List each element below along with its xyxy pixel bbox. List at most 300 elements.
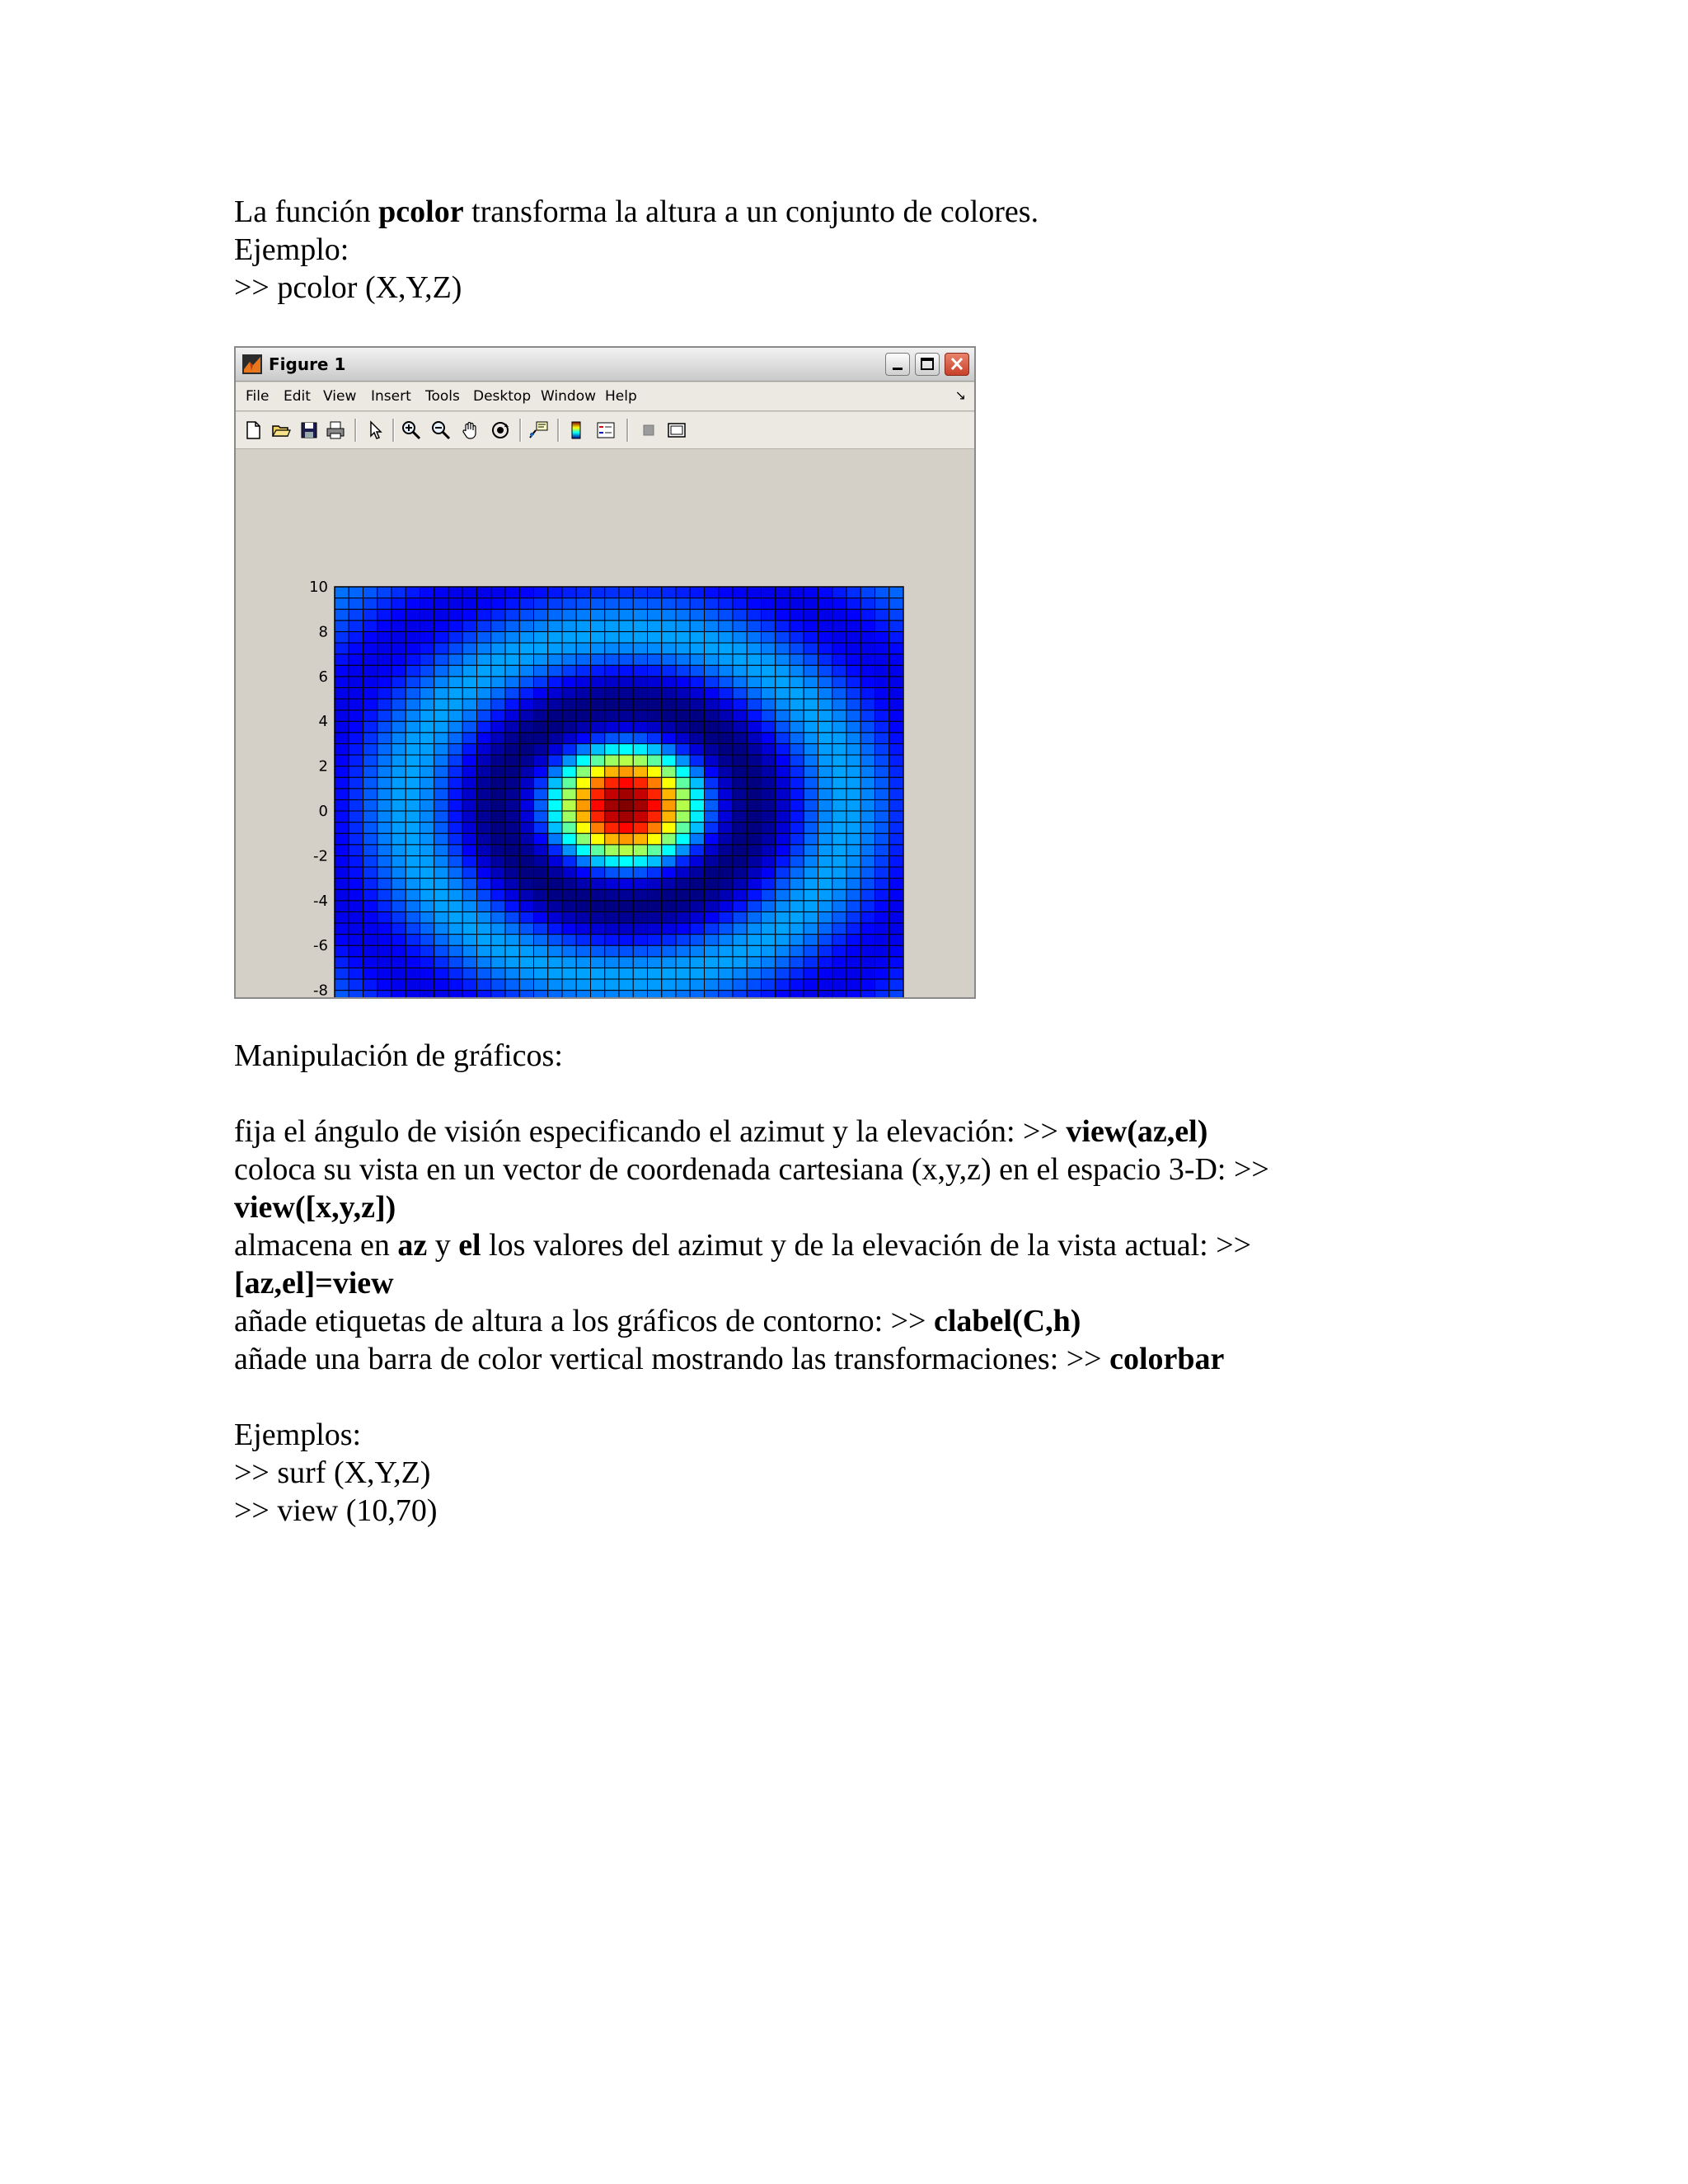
pcolor-cell: [519, 710, 533, 722]
pcolor-cell: [434, 845, 448, 856]
menu-file[interactable]: File: [246, 388, 270, 405]
pcolor-cell: [420, 609, 434, 621]
pcolor-cell: [846, 621, 860, 632]
pcolor-cell: [420, 654, 434, 666]
pcolor-cell: [505, 665, 519, 677]
pcolor-cell: [420, 991, 434, 997]
pcolor-cell: [605, 923, 619, 935]
pcolor-cell: [505, 979, 519, 991]
pcolor-cell: [705, 855, 719, 867]
pcolor-cell: [804, 991, 818, 997]
pcolor-cell: [349, 743, 363, 755]
close-button[interactable]: [945, 353, 969, 376]
pcolor-cell: [633, 710, 647, 722]
pcolor-cell: [406, 721, 420, 733]
pcolor-cell: [534, 721, 548, 733]
clabel-desc: añade etiquetas de altura a los gráficos de contorno: >>: [234, 1304, 934, 1338]
pcolor-cell: [363, 621, 377, 632]
pcolor-cell: [548, 643, 562, 654]
y-tick-label: -6: [313, 937, 328, 955]
pcolor-cell: [619, 923, 633, 935]
pcolor-cell: [477, 811, 491, 823]
pcolor-cell: [462, 833, 476, 845]
pcolor-cell: [776, 631, 790, 643]
pcolor-cell: [448, 665, 462, 677]
pcolor-cell: [349, 957, 363, 968]
menu-insert[interactable]: Insert: [371, 388, 411, 405]
pcolor-cell: [505, 654, 519, 666]
pcolor-cell: [804, 665, 818, 677]
pcolor-cell: [818, 968, 832, 979]
pcolor-cell: [562, 766, 576, 778]
pcolor-cell: [349, 945, 363, 957]
pcolor-cell: [420, 968, 434, 979]
pcolor-cell: [377, 766, 392, 778]
pcolor-cell: [534, 811, 548, 823]
pcolor-cell: [889, 755, 903, 766]
pcolor-cell: [448, 721, 462, 733]
pcolor-cell: [605, 609, 619, 621]
pcolor-cell: [832, 867, 846, 879]
pcolor-cell: [662, 587, 676, 598]
pcolor-cell: [690, 631, 704, 643]
pcolor-cell: [733, 721, 747, 733]
pcolor-chart[interactable]: [236, 450, 974, 997]
pcolor-cell: [818, 743, 832, 755]
pcolor-cell: [548, 665, 562, 677]
pcolor-cell: [335, 631, 349, 643]
pcolor-cell: [491, 777, 505, 789]
clabel-command: clabel(C,h): [934, 1304, 1081, 1338]
pcolor-cell: [747, 945, 761, 957]
zoom-out-icon[interactable]: [430, 419, 452, 441]
pcolor-cell: [776, 879, 790, 890]
minimize-button[interactable]: [885, 353, 910, 376]
menu-window[interactable]: Window: [541, 388, 597, 405]
pcolor-cell: [804, 733, 818, 744]
pcolor-cell: [719, 755, 733, 766]
menu-help[interactable]: Help: [605, 388, 637, 405]
pcolor-cell: [690, 665, 704, 677]
pcolor-cell: [363, 823, 377, 834]
pcolor-cell: [377, 587, 392, 598]
pcolor-cell: [335, 743, 349, 755]
pcolor-cell: [889, 609, 903, 621]
pcolor-cell: [676, 654, 690, 666]
pcolor-cell: [776, 699, 790, 710]
pcolor-cell: [662, 901, 676, 912]
pcolor-cell: [363, 654, 377, 666]
pointer-icon[interactable]: [364, 419, 386, 441]
pcolor-cell: [420, 665, 434, 677]
pcolor-cell: [846, 968, 860, 979]
pcolor-cell: [747, 631, 761, 643]
pcolor-cell: [462, 799, 476, 811]
pcolor-cell: [335, 699, 349, 710]
pcolor-cell: [548, 979, 562, 991]
pcolor-cell: [377, 811, 392, 823]
pcolor-cell: [832, 901, 846, 912]
dock-arrow-icon[interactable]: ↘: [954, 387, 966, 403]
pcolor-cell: [363, 766, 377, 778]
pcolor-cell: [619, 968, 633, 979]
rotate-3d-icon[interactable]: [490, 419, 511, 441]
pcolor-cell: [335, 845, 349, 856]
pcolor-cell: [648, 721, 662, 733]
pcolor-cell: [662, 710, 676, 722]
pcolor-cell: [818, 912, 832, 923]
pcolor-cell: [747, 766, 761, 778]
pcolor-cell: [605, 799, 619, 811]
pcolor-cell: [576, 811, 590, 823]
pcolor-cell: [605, 945, 619, 957]
pcolor-cell: [776, 901, 790, 912]
pcolor-cell: [462, 755, 476, 766]
pcolor-cell: [818, 991, 832, 997]
pcolor-cell: [434, 867, 448, 879]
pcolor-cell: [434, 889, 448, 901]
menu-edit[interactable]: Edit: [284, 388, 311, 405]
pcolor-cell: [790, 687, 804, 699]
pcolor-cell: [591, 789, 605, 800]
pcolor-cell: [676, 789, 690, 800]
pcolor-cell: [406, 710, 420, 722]
pcolor-cell: [591, 598, 605, 610]
pcolor-cell: [406, 968, 420, 979]
pcolor-cell: [676, 643, 690, 654]
title-bar[interactable]: [236, 348, 974, 382]
pcolor-cell: [392, 912, 406, 923]
pcolor-cell: [462, 991, 476, 997]
pcolor-cell: [705, 912, 719, 923]
pcolor-cell: [392, 889, 406, 901]
pcolor-cell: [733, 968, 747, 979]
pcolor-cell: [762, 665, 776, 677]
pcolor-cell: [591, 845, 605, 856]
pcolor-cell: [576, 901, 590, 912]
pcolor-cell: [619, 631, 633, 643]
pcolor-cell: [804, 867, 818, 879]
pcolor-cell: [889, 979, 903, 991]
pcolor-cell: [804, 721, 818, 733]
pcolor-cell: [392, 710, 406, 722]
pcolor-cell: [619, 889, 633, 901]
pcolor-cell: [875, 777, 889, 789]
pcolor-cell: [562, 889, 576, 901]
pcolor-cell: [676, 879, 690, 890]
pcolor-cell: [491, 968, 505, 979]
pcolor-cell: [335, 609, 349, 621]
pcolor-cell: [719, 687, 733, 699]
pcolor-cell: [818, 799, 832, 811]
pcolor-cell: [705, 687, 719, 699]
print-icon[interactable]: [325, 419, 346, 441]
pcolor-cell: [591, 889, 605, 901]
data-cursor-icon[interactable]: [528, 419, 549, 441]
pcolor-cell: [705, 901, 719, 912]
pcolor-cell: [662, 699, 676, 710]
pcolor-cell: [762, 687, 776, 699]
pcolor-cell: [889, 811, 903, 823]
pcolor-cell: [776, 935, 790, 946]
pcolor-cell: [790, 912, 804, 923]
pcolor-cell: [562, 710, 576, 722]
store-az-el-line: [234, 1226, 1251, 1264]
examples-heading: Ejemplos:: [234, 1418, 362, 1452]
pcolor-cell: [591, 901, 605, 912]
pcolor-cell: [477, 957, 491, 968]
y-tick-label: -2: [313, 847, 328, 865]
pcolor-cell: [349, 799, 363, 811]
pcolor-cell: [335, 643, 349, 654]
menu-desktop[interactable]: Desktop: [473, 388, 532, 405]
pcolor-cell: [790, 789, 804, 800]
pcolor-cell: [676, 766, 690, 778]
pcolor-cell: [448, 879, 462, 890]
pcolor-cell: [733, 979, 747, 991]
pcolor-cell: [377, 665, 392, 677]
pcolor-cell: [363, 879, 377, 890]
pcolor-cell: [591, 811, 605, 823]
pcolor-cell: [818, 855, 832, 867]
pcolor-cell: [747, 587, 761, 598]
pcolor-cell: [562, 912, 576, 923]
pcolor-cell: [889, 889, 903, 901]
maximize-button[interactable]: [915, 353, 940, 376]
pcolor-cell: [762, 945, 776, 957]
pcolor-cell: [519, 777, 533, 789]
y-tick-label: 8: [318, 623, 328, 641]
pcolor-cell: [776, 643, 790, 654]
pcolor-cell: [619, 766, 633, 778]
hide-plot-tools-icon[interactable]: [638, 419, 659, 441]
pcolor-cell: [491, 699, 505, 710]
pcolor-cell: [534, 643, 548, 654]
pcolor-cell: [548, 677, 562, 688]
pan-hand-icon[interactable]: [460, 419, 481, 441]
pcolor-cell: [846, 687, 860, 699]
pcolor-cell: [846, 755, 860, 766]
pcolor-cell: [846, 677, 860, 688]
pcolor-cell: [505, 811, 519, 823]
pcolor-cell: [733, 935, 747, 946]
pcolor-cell: [832, 766, 846, 778]
pcolor-cell: [719, 721, 733, 733]
pcolor-cell: [762, 957, 776, 968]
pcolor-cell: [762, 991, 776, 997]
pcolor-cell: [860, 889, 874, 901]
pcolor-cell: [392, 621, 406, 632]
pcolor-cell: [747, 710, 761, 722]
pcolor-cell: [633, 912, 647, 923]
pcolor-cell: [562, 777, 576, 789]
legend-icon[interactable]: [595, 419, 617, 441]
pcolor-cell: [434, 665, 448, 677]
pcolor-cell: [548, 710, 562, 722]
pcolor-cell: [491, 957, 505, 968]
pcolor-cell: [406, 665, 420, 677]
pcolor-cell: [733, 957, 747, 968]
pcolor-cell: [448, 968, 462, 979]
pcolor-cell: [377, 631, 392, 643]
pcolor-cell: [676, 710, 690, 722]
pcolor-cell: [462, 912, 476, 923]
pcolor-cell: [363, 643, 377, 654]
pcolor-cell: [762, 721, 776, 733]
pcolor-cell: [505, 935, 519, 946]
pcolor-cell: [776, 609, 790, 621]
pcolor-cell: [605, 901, 619, 912]
pcolor-cell: [875, 979, 889, 991]
pcolor-cell: [406, 879, 420, 890]
pcolor-cell: [747, 721, 761, 733]
pcolor-cell: [448, 901, 462, 912]
pcolor-cell: [818, 687, 832, 699]
pcolor-cell: [562, 755, 576, 766]
save-icon[interactable]: [298, 419, 320, 441]
pcolor-cell: [804, 811, 818, 823]
pcolor-cell: [448, 587, 462, 598]
y-tick-label: -4: [313, 892, 328, 910]
pcolor-cell: [648, 901, 662, 912]
colorbar-icon[interactable]: [565, 419, 587, 441]
pcolor-cell: [648, 879, 662, 890]
pcolor-cell: [548, 743, 562, 755]
pcolor-cell: [477, 867, 491, 879]
pcolor-cell: [605, 968, 619, 979]
pcolor-cell: [690, 609, 704, 621]
pcolor-cell: [477, 991, 491, 997]
pcolor-cell: [591, 935, 605, 946]
pcolor-cell: [790, 766, 804, 778]
pcolor-cell: [633, 845, 647, 856]
pcolor-cell: [462, 677, 476, 688]
pcolor-cell: [790, 901, 804, 912]
pcolor-cell: [591, 777, 605, 789]
menu-tools[interactable]: Tools: [425, 388, 460, 405]
pcolor-cell: [846, 631, 860, 643]
pcolor-cell: [462, 845, 476, 856]
pcolor-cell: [591, 957, 605, 968]
pcolor-cell: [705, 823, 719, 834]
pcolor-cell: [534, 968, 548, 979]
pcolor-cell: [363, 631, 377, 643]
pcolor-cell: [462, 777, 476, 789]
pcolor-cell: [377, 699, 392, 710]
pcolor-cell: [605, 687, 619, 699]
pcolor-cell: [633, 654, 647, 666]
pcolor-cell: [889, 654, 903, 666]
pcolor-cell: [591, 699, 605, 710]
pcolor-cell: [491, 766, 505, 778]
zoom-in-icon[interactable]: [401, 419, 422, 441]
pcolor-cell: [534, 957, 548, 968]
pcolor-cell: [676, 755, 690, 766]
pcolor-cell: [462, 867, 476, 879]
pcolor-cell: [377, 777, 392, 789]
pcolor-cell: [576, 968, 590, 979]
pcolor-cell: [648, 755, 662, 766]
pcolor-cell: [690, 935, 704, 946]
pcolor-cell: [846, 867, 860, 879]
pcolor-cell: [377, 755, 392, 766]
pcolor-cell: [719, 901, 733, 912]
pcolor-cell: [719, 845, 733, 856]
pcolor-cell: [860, 968, 874, 979]
pcolor-cell: [363, 923, 377, 935]
pcolor-cell: [648, 945, 662, 957]
pcolor-cell: [491, 923, 505, 935]
show-plot-tools-icon[interactable]: [666, 419, 687, 441]
pcolor-cell: [462, 889, 476, 901]
pcolor-cell: [420, 777, 434, 789]
pcolor-cell: [762, 766, 776, 778]
open-folder-icon[interactable]: [270, 419, 292, 441]
pcolor-cell: [790, 979, 804, 991]
pcolor-cell: [875, 631, 889, 643]
pcolor-cell: [733, 867, 747, 879]
pcolor-cell: [363, 687, 377, 699]
pcolor-cell: [776, 733, 790, 744]
pcolor-cell: [519, 957, 533, 968]
pcolor-cell: [790, 867, 804, 879]
pcolor-cell: [889, 845, 903, 856]
pcolor-cell: [406, 621, 420, 632]
pcolor-cell: [534, 833, 548, 845]
pcolor-cell: [804, 823, 818, 834]
pcolor-cell: [790, 889, 804, 901]
pcolor-cell: [804, 677, 818, 688]
pcolor-cell: [406, 733, 420, 744]
pcolor-cell: [648, 609, 662, 621]
pcolor-cell: [363, 665, 377, 677]
pcolor-cell: [705, 879, 719, 890]
pcolor-cell: [619, 879, 633, 890]
pcolor-cell: [733, 665, 747, 677]
minimize-icon: [886, 354, 909, 375]
pcolor-cell: [392, 631, 406, 643]
pcolor-cell: [392, 643, 406, 654]
pcolor-cell: [591, 991, 605, 997]
pcolor-cell: [846, 957, 860, 968]
pcolor-cell: [818, 833, 832, 845]
pcolor-cell: [790, 609, 804, 621]
pcolor-cell: [377, 901, 392, 912]
pcolor-cell: [846, 912, 860, 923]
pcolor-cell: [747, 833, 761, 845]
pcolor-cell: [605, 855, 619, 867]
maximize-icon: [916, 354, 939, 375]
pcolor-cell: [462, 811, 476, 823]
pcolor-cell: [676, 979, 690, 991]
pcolor-cell: [448, 643, 462, 654]
menu-view[interactable]: View: [323, 388, 357, 405]
pcolor-cell: [705, 945, 719, 957]
pcolor-cell: [776, 677, 790, 688]
pcolor-cell: [776, 889, 790, 901]
pcolor-cell: [491, 799, 505, 811]
pcolor-cell: [832, 777, 846, 789]
new-file-icon[interactable]: [242, 419, 264, 441]
pcolor-cell: [548, 777, 562, 789]
pcolor-cell: [776, 789, 790, 800]
pcolor-cell: [889, 677, 903, 688]
close-icon: [945, 354, 968, 375]
pcolor-cell: [349, 968, 363, 979]
pcolor-cell: [406, 643, 420, 654]
pcolor-cell: [462, 699, 476, 710]
pcolor-cell: [377, 609, 392, 621]
